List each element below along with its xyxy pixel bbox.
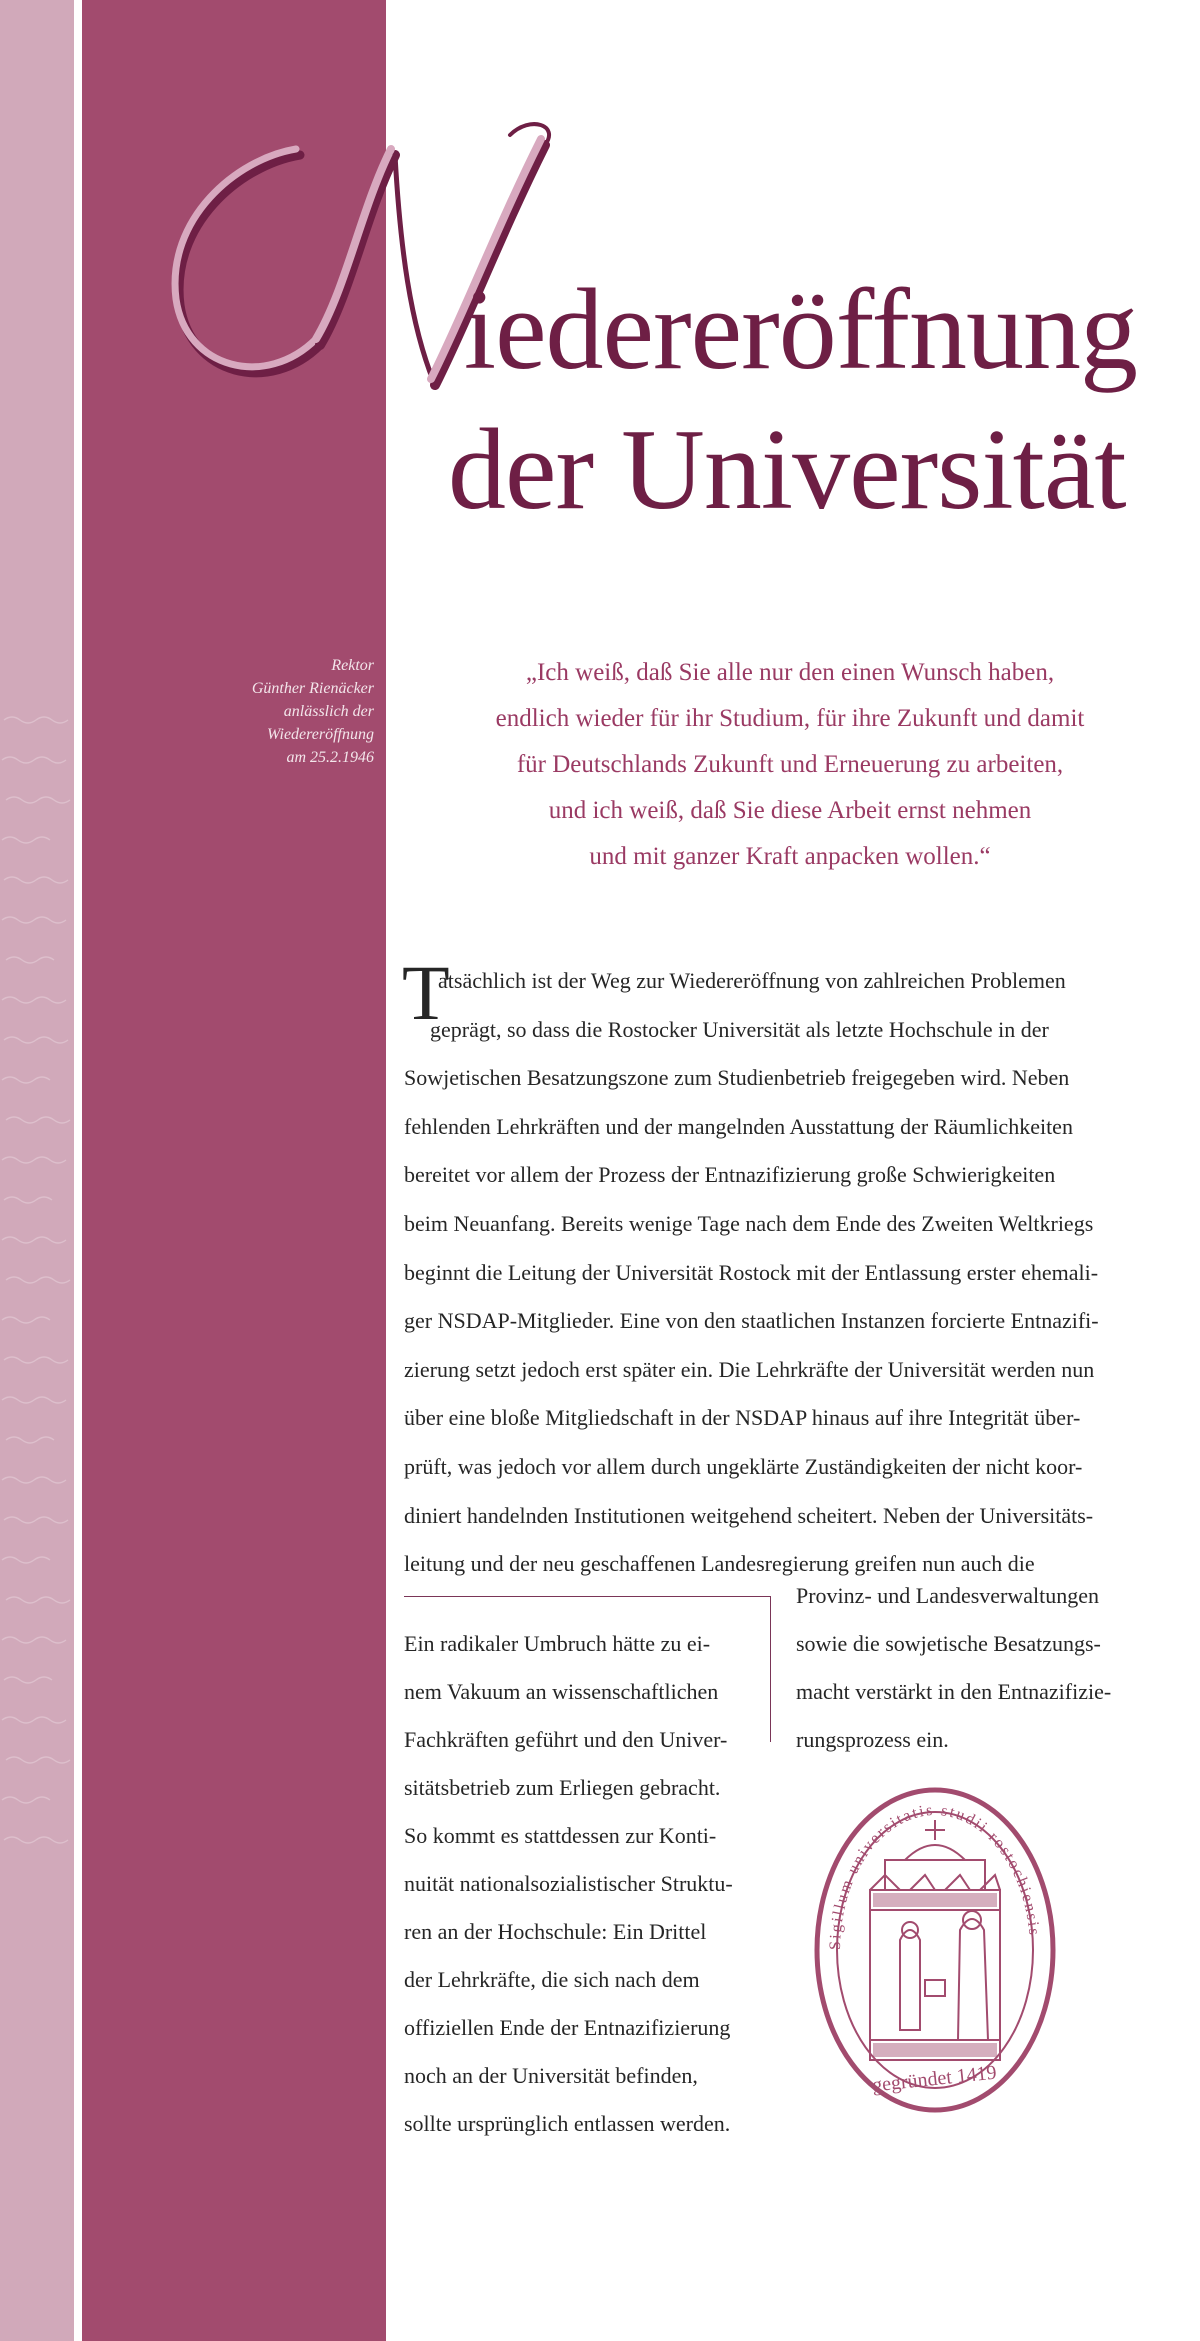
right-column-line: sowie die sowjetische Besatzungs- — [796, 1631, 1101, 1656]
left-column-line: der Lehrkräfte, die sich nach dem — [404, 1967, 700, 1992]
left-column-line: nem Vakuum an wissenschaftlichen — [404, 1679, 719, 1704]
quote-line: „Ich weiß, daß Sie alle nur den einen Wunsch haben, — [525, 659, 1055, 686]
left-column-line: ren an der Hochschule: Ein Drittel — [404, 1919, 707, 1944]
caption-line: Wiedereröffnung — [267, 726, 374, 743]
body-line: fehlenden Lehrkräften und der mangelnden Ausstattung der Räumlichkeiten — [404, 1113, 1073, 1139]
manuscript-texture-icon — [0, 700, 80, 2200]
seal-founded-text: gegründet 1419 — [871, 2061, 998, 2097]
right-column-line: Provinz- und Landesverwaltungen — [796, 1583, 1100, 1608]
left-column-line: noch an der Universität befinden, — [404, 2063, 698, 2088]
body-line: diniert handelnden Institutionen weitgehend scheitert. Neben der Universitäts- — [404, 1502, 1094, 1528]
university-seal-icon — [810, 1780, 1060, 2120]
right-column-line: macht verstärkt in den Entnazifizie- — [796, 1679, 1112, 1704]
body-line: beginnt die Leitung der Universität Rostock mit der Entlassung erster ehemali- — [404, 1259, 1099, 1285]
quote-attribution — [190, 654, 374, 769]
caption-line: Günther Rienäcker — [251, 680, 374, 697]
body-line: prüft, was jedoch vor allem durch ungeklärte Zuständigkeiten der nicht koor- — [404, 1453, 1083, 1479]
body-line: bereitet vor allem der Prozess der Entnazifizierung große Schwierigkeiten — [404, 1162, 1056, 1188]
drop-cap: T — [402, 949, 450, 1036]
body-line: leitung und der neu geschaffenen Landesregierung greifen nun auch die — [404, 1551, 1035, 1577]
left-column-line: So kommt es stattdessen zur Konti- — [404, 1823, 717, 1848]
left-column-line: Ein radikaler Umbruch hätte zu ei- — [404, 1631, 711, 1656]
quote-line: endlich wieder für ihr Studium, für ihre Zukunft und damit — [495, 705, 1085, 732]
left-column-line: offiziellen Ende der Entnazifizierung — [404, 2015, 731, 2040]
caption-line: am 25.2.1946 — [286, 749, 374, 766]
left-column-line: Fachkräften geführt und den Univer- — [404, 1727, 728, 1752]
page-title-line2: der Universität — [448, 406, 1126, 534]
right-column-text — [796, 1572, 1156, 1764]
left-column-line: sollte ursprünglich entlassen werden. — [404, 2111, 731, 2136]
quote-line: und ich weiß, daß Sie diese Arbeit ernst nehmen — [548, 797, 1032, 824]
body-line: beim Neuanfang. Bereits wenige Tage nach dem Ende des Zweiten Weltkriegs — [404, 1210, 1094, 1236]
right-column-line: rungsprozess ein. — [796, 1727, 949, 1752]
body-line: atsächlich ist der Weg zur Wiedereröffnung von zahlreichen Problemen — [438, 968, 1066, 993]
title-line1-rest: iedereröffnung — [463, 266, 1137, 394]
left-column-line: sitätsbetrieb zum Erliegen gebracht. — [404, 1775, 721, 1800]
body-line: ger NSDAP-Mitglieder. Eine von den staatlichen Instanzen forcierte Entnazifi- — [404, 1308, 1099, 1334]
left-column-line: nuität nationalsozialistischer Struktu- — [404, 1871, 733, 1896]
body-line: Sowjetischen Besatzungszone zum Studienbetrieb freigegeben wird. Neben — [404, 1065, 1070, 1091]
seal-ring-text: Sigillum universitatis studii rostochiensis — [826, 1801, 1043, 1951]
page-title-line1 — [360, 266, 1180, 394]
caption-line: Rektor — [331, 657, 374, 674]
caption-line: anlässlich der — [283, 703, 374, 720]
quote-line: und mit ganzer Kraft anpacken wollen.“ — [589, 843, 991, 870]
rector-quote — [420, 650, 1160, 880]
left-column-text — [404, 1620, 774, 2148]
column-divider-horizontal — [404, 1596, 770, 1597]
body-line: über eine bloße Mitgliedschaft in der NSDAP hinaus auf ihre Integrität über- — [404, 1405, 1081, 1431]
quote-line: für Deutschlands Zukunft und Erneuerung zu arbeiten, — [516, 751, 1064, 778]
title-initial-text — [360, 266, 464, 394]
body-line: zierung setzt jedoch erst später ein. Die Lehrkräfte der Universität werden nun — [404, 1356, 1095, 1382]
body-line: geprägt, so dass die Rostocker Universität als letzte Hochschule in der — [430, 1016, 1049, 1042]
body-paragraph — [404, 957, 1134, 1589]
